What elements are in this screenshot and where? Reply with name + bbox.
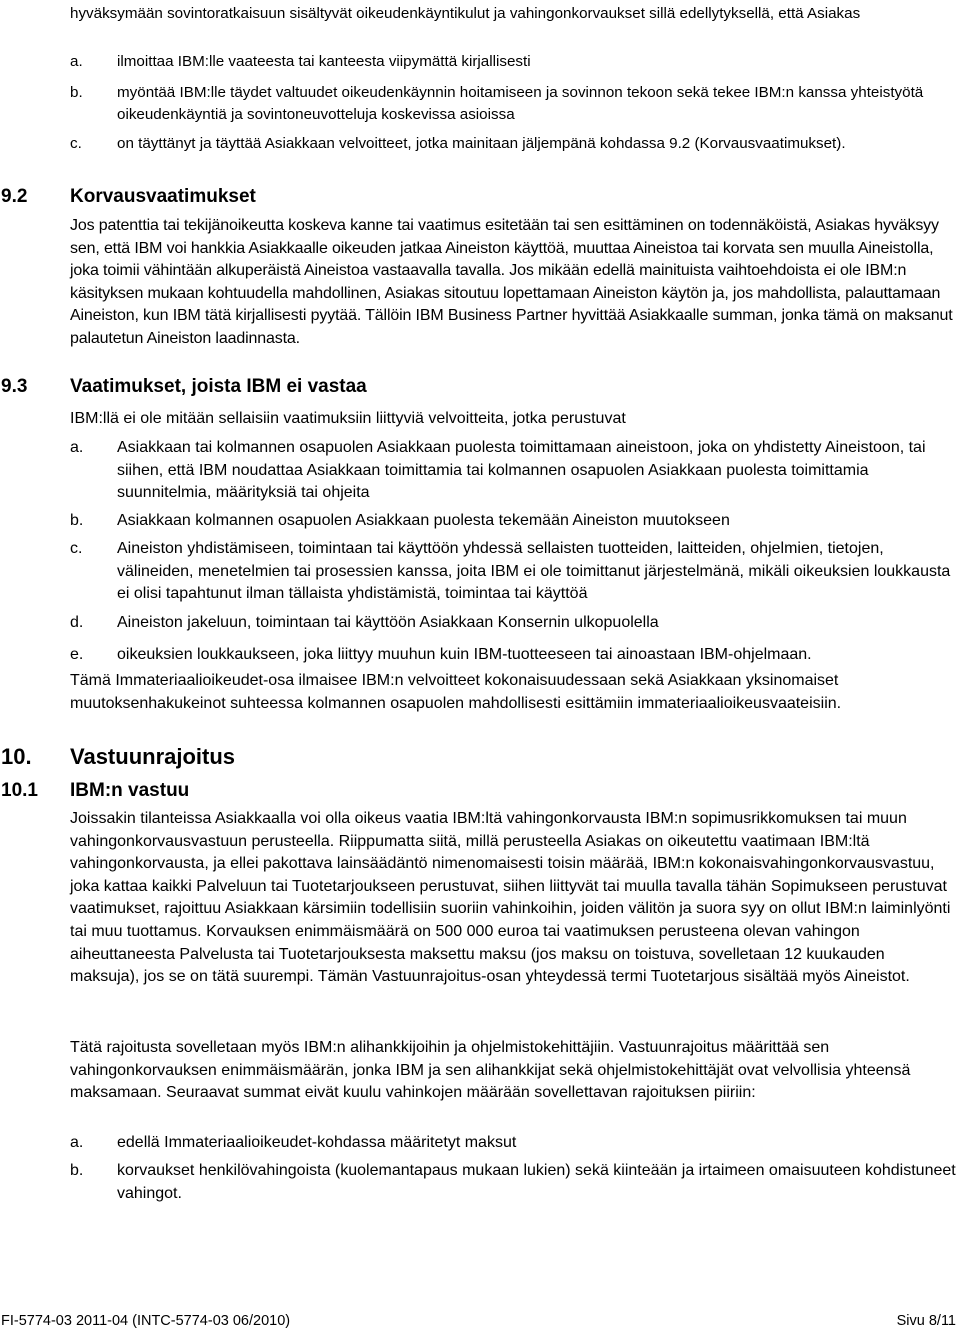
list-item-text: Aineiston yhdistämiseen, toimintaan tai käyttöön yhdessä sellaisten tuotteiden, laitteiden, ohjelmien, tietojen, välineiden, menetelmien tai prosessien kanssa, joita IBM ei ole toimittanut järjestelmänä, mikäli oikeuksien loukkausta ei olisi tapahtunut ilman tällaista yhdistämistä, toimintaa tai käyttöä xyxy=(117,540,951,603)
list-item-text: ilmoittaa IBM:lle vaateesta tai kanteesta viipymättä kirjallisesti xyxy=(117,53,531,70)
section-title: Korvausvaatimukset xyxy=(70,186,256,207)
list-item-text: edellä Immateriaalioikeudet-kohdassa määritetyt maksut xyxy=(117,1134,517,1151)
section-number: 9.2 xyxy=(1,186,28,207)
list-item-text: myöntää IBM:lle täydet valtuudet oikeudenkäynnin hoitamiseen ja sovinnon tekoon sekä tekee IBM:n kanssa yhteistyötä oikeudenkäyntiä ja sovintoneuvotteluja koskevissa asioissa xyxy=(117,84,924,123)
footer-page-number: Sivu 8/11 xyxy=(896,1313,956,1329)
list-item-text: Asiakkaan tai kolmannen osapuolen Asiakkaan puolesta toimittamaan aineistoon, joka on yhdistetty Aineistoon, tai siihen, että IBM noudattaa Asiakkaan toimittamia tai kolmannen osapuolen Asiakkaan puolesta toimittamia suunnitelmia, määrityksiä tai ohjeita xyxy=(117,439,926,502)
section-10-1-paragraph-1: Joissakin tilanteissa Asiakkaalla voi olla oikeus vaatia IBM:ltä vahingonkorvausta IBM:n sopimusrikkomuksen tai muun vahingonkorvausvastuun perusteella. Riippumatta siitä, millä perusteella Asiakas on oikeutettu vaatimaan IBM:ltä vahingonkorvausta, ja ellei pakottava lainsäädäntö nimenomaisesti toisin määrää, IBM:n kokonaisvahingonkorvausvastuu, joka kattaa kaikki Palveluun tai Tuotetarjoukseen perustuvat, siihen liittyvät tai muulla tavalla tähän Sopimukseen perustuvat vaatimukset, rajoittuu Asiakkaan kärsimiin todellisiin suoriin vahinkoihin, joiden välitön ja suora syy on ollut IBM:n laiminlyönti tai muu tuottamus. Korvauksen enimmäismäärä on 500 000 euroa tai vaatimuksen perusteena olevan vahingon aiheuttaneesta Palvelusta tai Tuotetarjouksesta maksettu maksu (jos maksu on toistuva, sovelletaan 12 kuukauden maksuja), jos se on tätä suurempi. Tämän Vastuunrajoitus-osan yhteydessä termi Tuotetarjous sisältää myös Aineistot. xyxy=(70,810,951,986)
list-marker: a. xyxy=(70,439,84,456)
section-title: IBM:n vastuu xyxy=(70,780,190,801)
list-item-text: oikeuksien loukkaukseen, joka liittyy muuhun kuin IBM-tuotteeseen tai ainoastaan IBM-ohjelmaan. xyxy=(117,646,812,663)
section-title: Vastuunrajoitus xyxy=(70,744,236,769)
list-item-text: Asiakkaan kolmannen osapuolen Asiakkaan puolesta tekemään Aineiston muutokseen xyxy=(117,512,730,529)
list-marker: c. xyxy=(70,135,82,152)
section-number: 10.1 xyxy=(1,780,38,801)
list-marker: c. xyxy=(70,540,83,557)
list-item-text: on täyttänyt ja täyttää Asiakkaan velvoitteet, jotka mainitaan jäljempänä kohdassa 9.2 (Korvausvaatimukset). xyxy=(117,135,846,152)
list-marker: b. xyxy=(70,84,83,101)
section-9-3-lead: IBM:llä ei ole mitään sellaisiin vaatimuksiin liittyviä velvoitteita, jotka perustuvat xyxy=(70,410,626,427)
list-marker: b. xyxy=(70,1162,84,1179)
list-marker: a. xyxy=(70,53,83,70)
list-marker: d. xyxy=(70,614,84,631)
list-marker: a. xyxy=(70,1134,84,1151)
section-10-1-paragraph-2: Tätä rajoitusta sovelletaan myös IBM:n alihankkijoihin ja ohjelmistokehittäjiin. Vastuunrajoitus määrittää sen vahingonkorvauksen enimmäismäärän, jonka IBM ja sen alihankkijat sekä ohjelmistokehittäjät ovat velvollisia yhteensä maksamaan. Seuraavat summat eivät kuulu vahinkojen määrään sovellettavan rajoituksen piiriin: xyxy=(70,1039,911,1102)
section-9-3-closing: Tämä Immateriaalioikeudet-osa ilmaisee IBM:n velvoitteet kokonaisuudessaan sekä Asiakkaan yksinomaiset muutoksenhakukeinot suhteessa kolmannen osapuolen mahdollisesti esittämiin immateriaalioikeusvaateisiin. xyxy=(70,672,842,712)
list-marker: e. xyxy=(70,646,84,663)
intro-paragraph: hyväksymään sovintoratkaisuun sisältyvät oikeudenkäyntikulut ja vahingonkorvaukset sillä edellytyksellä, että Asiakas xyxy=(70,5,861,22)
section-9-2-text: Jos patenttia tai tekijänoikeutta koskeva kanne tai vaatimus esitetään tai sen esittäminen on todennäköistä, Asiakas hyväksyy sen, että IBM voi hankkia Asiakkaalle oikeuden jatkaa Aineiston käyttöä, muuttaa Aineistoa tai korvata sen muulla Aineistolla, joka toimii vähintään alkuperäistä Aineistoa vastaavalla tavalla. Jos mikään edellä mainituista vaihtoehdoista ei ole IBM:n käsityksen mukaan kohtuudella mahdollinen, Asiakas sitoutuu lopettamaan Aineiston käytön ja, jos mahdollista, palauttamaan Aineiston, kun IBM tätä kirjallisesti pyytää. Tällöin IBM Business Partner hyvittää Asiakkaalle summan, jonka tämä on maksanut palautetun Aineiston laadinnasta. xyxy=(70,217,953,347)
footer-document-id: FI-5774-03 2011-04 (INTC-5774-03 06/2010) xyxy=(1,1313,291,1329)
list-marker: b. xyxy=(70,512,84,529)
section-number: 10. xyxy=(1,744,32,769)
section-title: Vaatimukset, joista IBM ei vastaa xyxy=(70,376,367,397)
list-item-text: Aineiston jakeluun, toimintaan tai käyttöön Asiakkaan Konsernin ulkopuolella xyxy=(117,614,659,631)
list-item-text: korvaukset henkilövahingoista (kuolemantapaus mukaan lukien) sekä kiinteään ja irtaimeen omaisuuteen kohdistuneet vahingot. xyxy=(117,1162,956,1202)
section-number: 9.3 xyxy=(1,376,28,397)
